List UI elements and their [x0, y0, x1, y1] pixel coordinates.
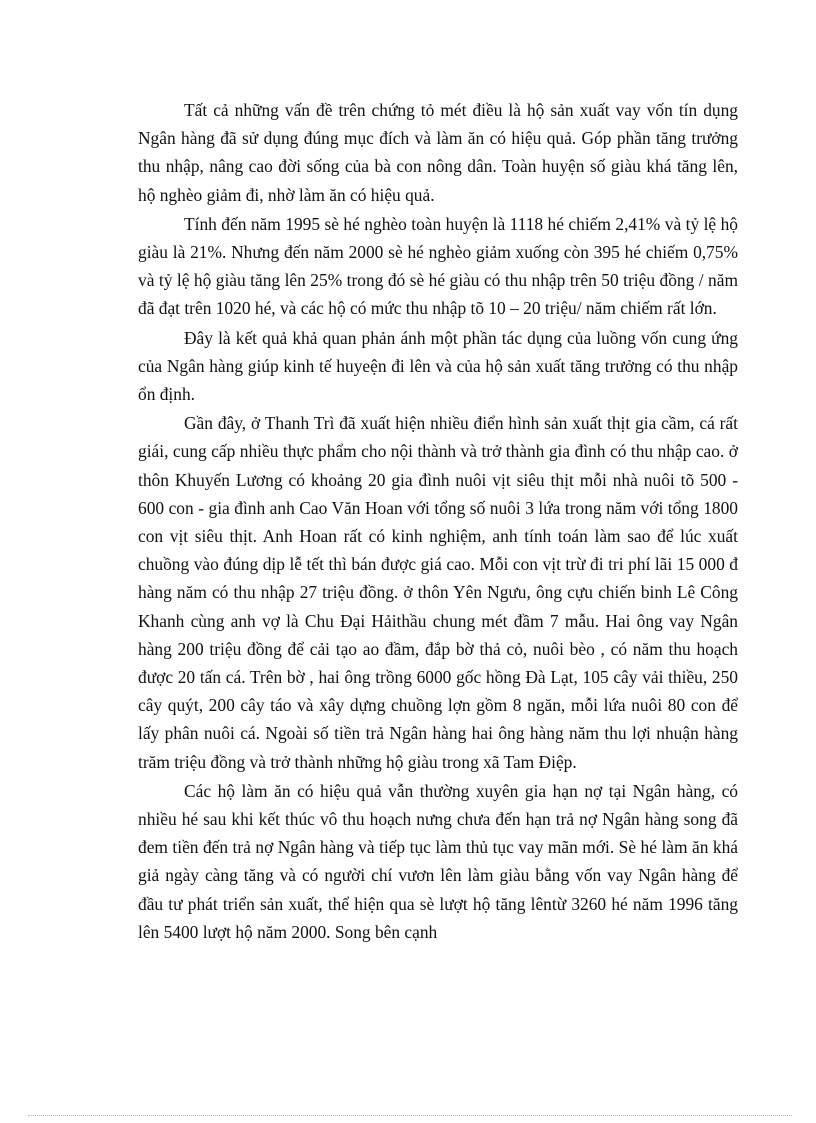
- paragraph-model-examples: Gần đây, ở Thanh Trì đã xuất hiện nhiều điển hình sản xuất thịt gia cầm, cá rất giái, cung cấp nhiều thực phẩm cho nội thành và trở thành gia đình có thu nhập cao. ở thôn Khuyến Lương có khoảng 20 gia đình nuôi vịt siêu thịt mỗi nhà nuôi tõ 500 - 600 con - gia đình anh Cao Văn Hoan với tổng số nuôi 3 lứa trong năm với tổng 1800 con vịt siêu thịt. Anh Hoan rất có kinh nghiệm, anh tính toán làm sao để lúc xuất chuồng vào đúng dịp lễ tết thì bán được giá cao. Mỗi con vịt trừ đi tri phí lãi 15 000 đ hàng năm có thu nhập 27 triệu đồng. ở thôn Yên Ngưu, ông cựu chiến binh Lê Công Khanh cùng anh vợ là Chu Đại Hảithầu chung mét đầm 7 mẫu. Hai ông vay Ngân hàng 200 triệu đồng để cải tạo ao đầm, đắp bờ thả cỏ, nuôi bèo , có năm thu hoạch được 20 tấn cá. Trên bờ , hai ông trồng 6000 gốc hồng Đà Lạt, 105 cây vải thiều, 250 cây quýt, 200 cây táo và xây dựng chuồng lợn gồm 8 ngăn, mỗi lứa nuôi 80 con để lấy phân nuôi cá. Ngoài số tiền trả Ngân hàng hai ông hàng năm thu lợi nhuận hàng trăm triệu đồng và trở thành những hộ giàu trong xã Tam Điệp.: [138, 413, 738, 772]
- paragraph-household-statistics: Tính đến năm 1995 sè hé nghèo toàn huyện là 1118 hé chiếm 2,41% và tỷ lệ hộ giàu là 21%. Nhưng đến năm 2000 sè hé nghèo giảm xuống còn 395 hé chiếm 0,75% và tỷ lệ hộ giàu tăng lên 25% trong đó sè hé giàu có thu nhập trên 50 triệu đồng / năm đã đạt trên 1020 hé, và các hộ có mức thu nhập tõ 10 – 20 triệu/ năm chiếm rất lớn.: [138, 213, 738, 319]
- paragraph-loan-repayment: Các hộ làm ăn có hiệu quả vẫn thường xuyên gia hạn nợ tại Ngân hàng, có nhiều hé sau khi kết thúc vô thu hoạch nưng chưa đến hạn trả nợ Ngân hàng song đã đem tiền đến trả nợ Ngân hàng và tiếp tục làm thủ tục vay mãn mới. Sè hé làm ăn khá giả ngày càng tăng và có người chí vươn lên làm giàu bằng vốn vay Ngân hàng để đầu tư phát triển sản xuất, thể hiện qua sè lượt hộ tăng lêntừ 3260 hé năm 1996 tăng lên 5400 lượt hộ năm 2000. Song bên cạnh: [138, 780, 738, 942]
- paragraph-capital-impact: Đây là kết quả khả quan phản ánh một phần tác dụng của luồng vốn cung ứng của Ngân hàng giúp kinh tế huyeện đi lên và của hộ sản xuất tăng trưởng có thu nhập ổn định.: [138, 327, 738, 405]
- document-body: [138, 96, 738, 946]
- paragraph-poverty-reduction-summary: Tất cả những vấn đề trên chứng tỏ mét điều là hộ sản xuất vay vốn tín dụng Ngân hàng đã sử dụng đúng mục đích và làm ăn có hiệu quả. Góp phần tăng trưởng thu nhập, nâng cao đời sống của bà con nông dân. Toàn huyện số giàu khá tăng lên, hộ nghèo giảm đi, nhờ làm ăn có hiệu quả.: [138, 100, 738, 205]
- page-bottom-divider: [28, 1115, 792, 1116]
